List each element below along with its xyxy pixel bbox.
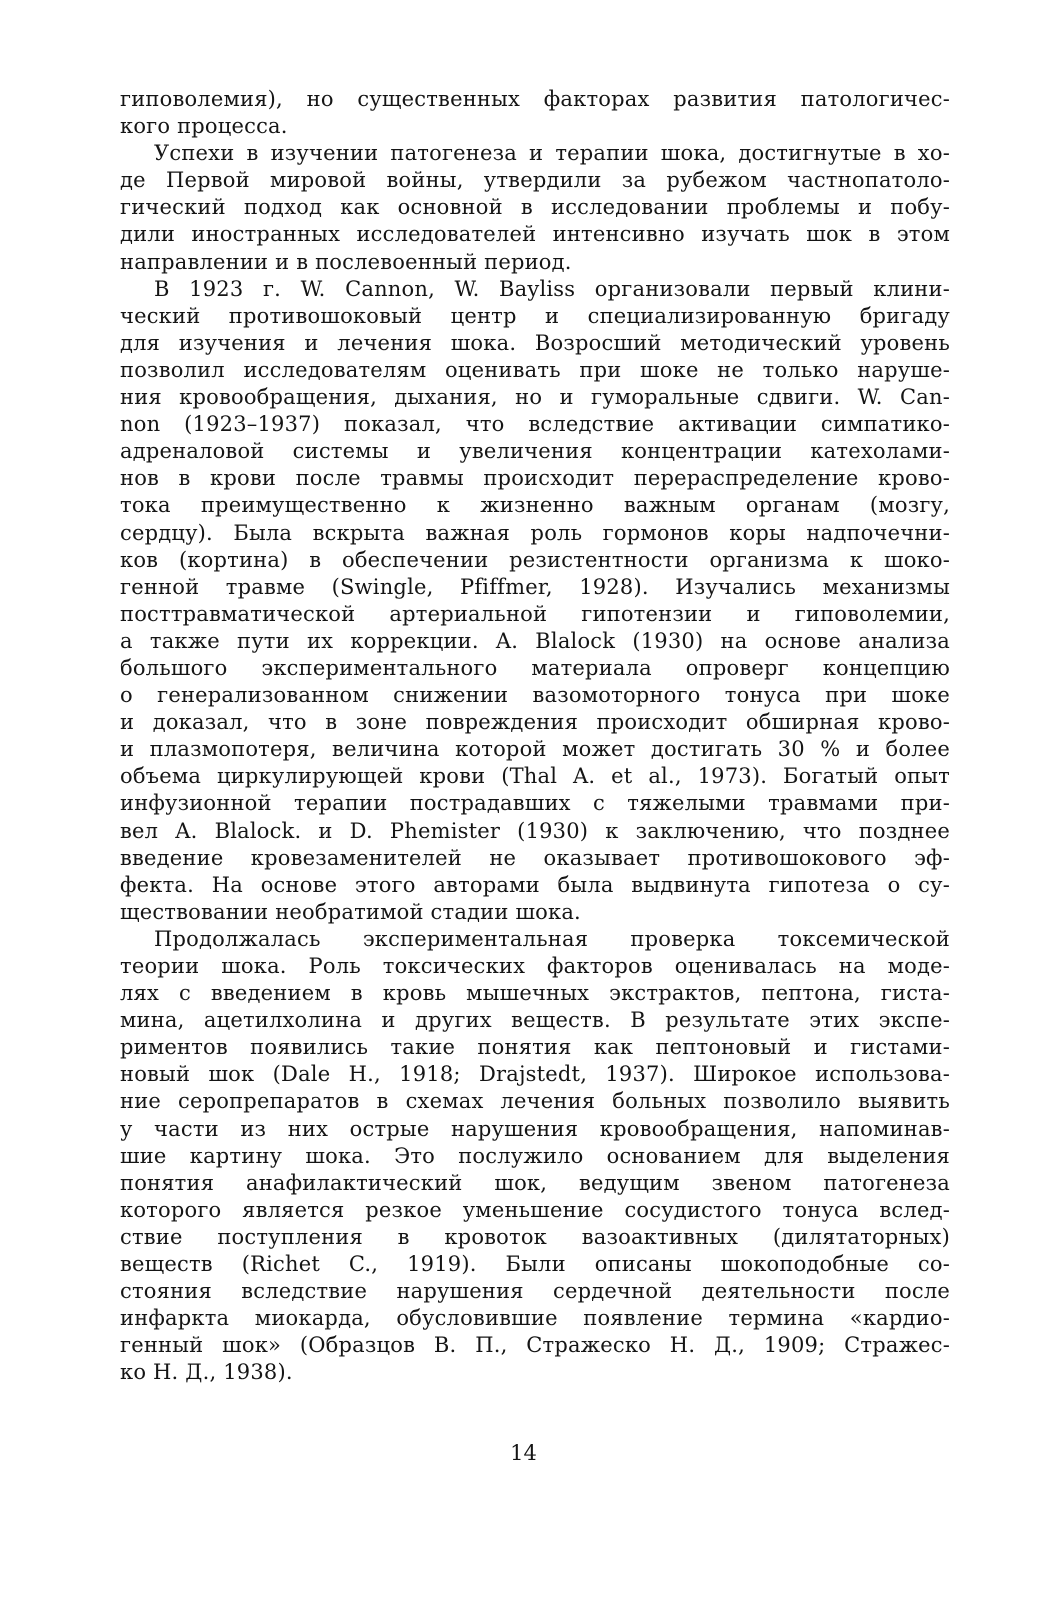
text-line: веществ (Richet C., 1919). Были описаны шокоподобные со-	[120, 1252, 950, 1277]
text-line: non (1923–1937) показал, что вследствие активации симпатико-	[120, 412, 950, 437]
text-line: посттравматической артериальной гипотензии и гиповолемии,	[120, 601, 950, 626]
text-line: вел A. Blalock. и D. Phemister (1930) к заключению, что позднее	[120, 818, 950, 843]
text-line: теории шока. Роль токсических факторов оценивалась на моде-	[120, 954, 950, 978]
text-line: ко Н. Д., 1938).	[120, 1360, 293, 1385]
text-line: Успехи в изучении патогенеза и терапии шока, достигнутые в хо-	[154, 141, 950, 166]
text-line: объема циркулирующей крови (Thal A. et al., 1973). Богатый опыт	[120, 764, 950, 789]
text-line: генный шок» (Образцов В. П., Стражеско Н. Д., 1909; Стражес-	[120, 1333, 950, 1358]
text-line: введение кровезаменителей не оказывает противошокового эф-	[120, 845, 950, 870]
text-line: ществовании необратимой стадии шока.	[120, 899, 581, 924]
text-line: и плазмопотеря, величина которой может достигать 30 % и более	[120, 737, 950, 762]
text-line: кого процесса.	[120, 114, 288, 139]
text-line: ствие поступления в кровоток вазоактивных (дилятаторных)	[120, 1224, 950, 1249]
text-line: стояния вследствие нарушения сердечной деятельности после	[120, 1279, 950, 1304]
text-line: адреналовой системы и увеличения концентрации катехолами-	[120, 439, 950, 464]
text-line: о генерализованном снижении вазомоторного тонуса при шоке	[120, 683, 950, 708]
text-line: и доказал, что в зоне повреждения происходит обширная крово-	[120, 710, 950, 735]
text-line: гический подход как основной в исследовании проблемы и побу-	[120, 195, 950, 220]
text-line: Продолжалась экспериментальная проверка токсемической	[154, 926, 950, 951]
text-line: де Первой мировой войны, утвердили за рубежом частнопатоло-	[120, 168, 950, 193]
paragraph	[120, 86, 950, 140]
text-line: ния кровообращения, дыхания, но и гуморальные сдвиги. W. Can-	[120, 385, 950, 410]
text-line: тока преимущественно к жизненно важным органам (мозгу,	[120, 493, 950, 518]
text-line: позволил исследователям оценивать при шоке не только наруше-	[120, 357, 950, 382]
page-number: 14	[510, 1441, 537, 1465]
text-line: большого экспериментального материала опроверг концепцию	[120, 655, 950, 680]
text-line: риментов появились такие понятия как пептоновый и гистами-	[120, 1035, 950, 1060]
text-line: нов в крови после травмы происходит перераспределение крово-	[120, 466, 950, 491]
paragraph	[120, 276, 950, 926]
text-line: а также пути их коррекции. A. Blalock (1930) на основе анализа	[120, 628, 950, 653]
text-line: сердцу). Была вскрыта важная роль гормонов коры надпочечни-	[120, 520, 950, 545]
text-line: мина, ацетилхолина и других веществ. В результате этих экспе-	[120, 1008, 950, 1033]
text-line: фекта. На основе этого авторами была выдвинута гипотеза о су-	[120, 872, 950, 897]
text-line: шие картину шока. Это послужило основанием для выделения	[120, 1143, 950, 1168]
text-line: ние серопрепаратов в схемах лечения больных позволило выявить	[120, 1089, 950, 1114]
text-line: дили иностранных исследователей интенсивно изучать шок в этом	[120, 222, 950, 247]
text-line: В 1923 г. W. Cannon, W. Bayliss организовали первый клини-	[154, 276, 950, 301]
body-text	[120, 86, 950, 1387]
text-line: которого является резкое уменьшение сосудистого тонуса вслед-	[120, 1197, 950, 1222]
text-line: у части из них острые нарушения кровообращения, напоминав-	[120, 1116, 950, 1141]
text-line: ков (кортина) в обеспечении резистентности организма к шоко-	[120, 547, 950, 572]
text-line: гиповолемия), но существенных факторах развития патологичес-	[120, 87, 950, 111]
text-line: лях с введением в кровь мышечных экстрактов, пептона, гиста-	[120, 981, 950, 1006]
text-line: инфаркта миокарда, обусловившие появление термина «кардио-	[120, 1306, 950, 1331]
text-line: направлении и в послевоенный период.	[120, 249, 572, 274]
text-line: генной травме (Swingle, Pfiffmer, 1928). Изучались механизмы	[120, 574, 950, 599]
text-line: инфузионной терапии пострадавших с тяжелыми травмами при-	[120, 791, 950, 816]
text-line: ческий противошоковый центр и специализированную бригаду	[120, 303, 950, 328]
paragraph	[120, 926, 950, 1387]
text-line: понятия анафилактический шок, ведущим звеном патогенеза	[120, 1170, 950, 1195]
paragraph	[120, 140, 950, 275]
text-line: новый шок (Dale H., 1918; Drajstedt, 1937). Широкое использова-	[120, 1062, 950, 1087]
text-line: для изучения и лечения шока. Возросший методический уровень	[120, 330, 950, 355]
